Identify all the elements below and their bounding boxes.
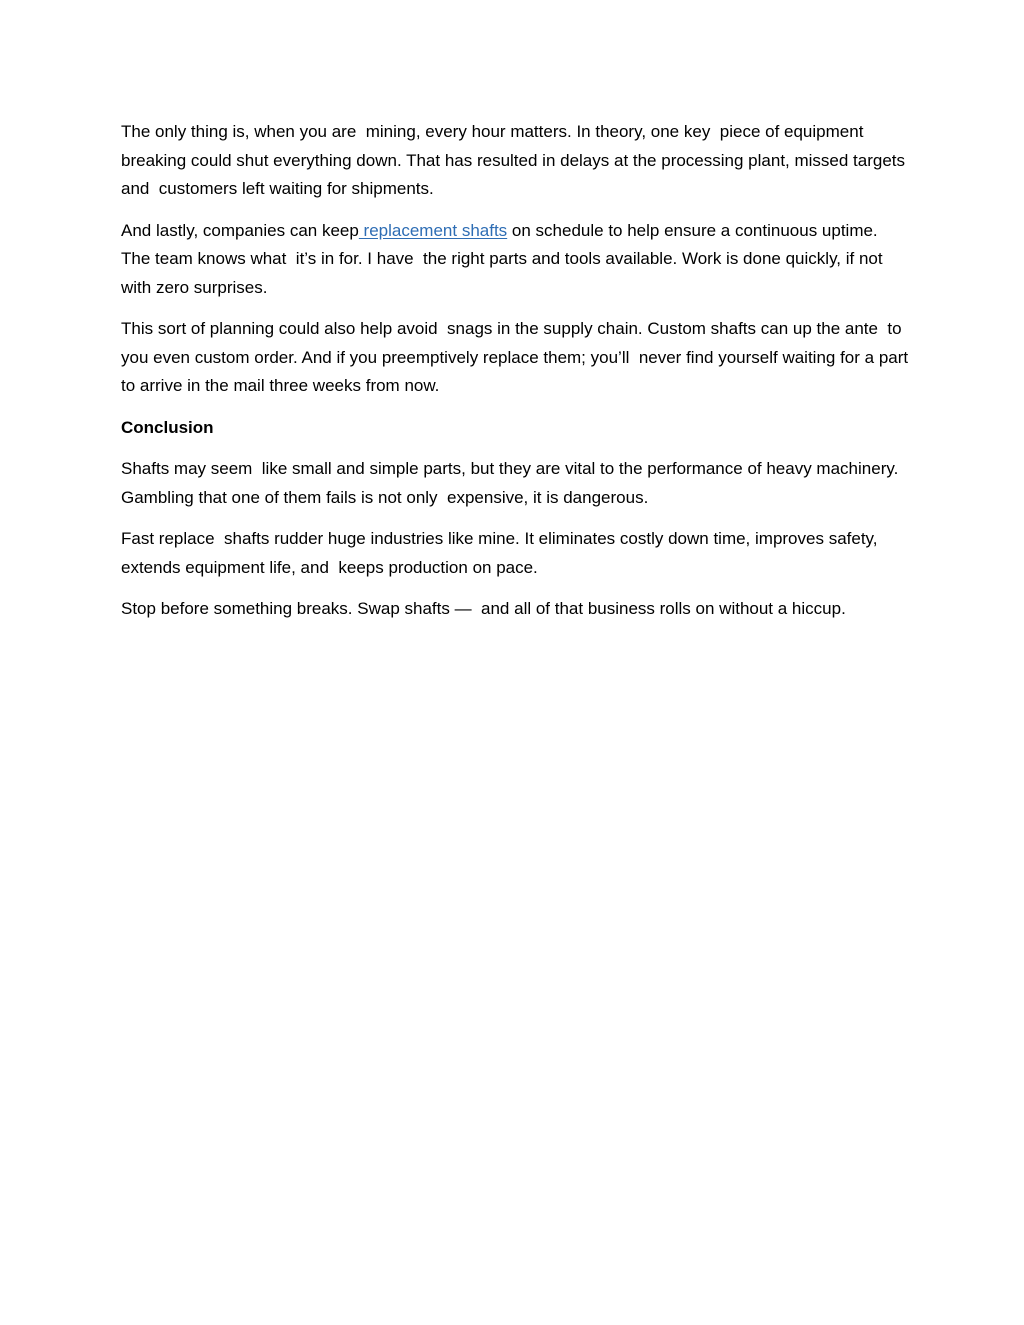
document-page: [121, 118, 911, 637]
paragraph-shafts-vital: Shafts may seem like small and simple parts, but they are vital to the performance of heavy machinery. Gambling that one of them fails is not only expensive, it is dangerous.: [121, 459, 904, 507]
replacement-shafts-link[interactable]: replacement shafts: [358, 220, 508, 240]
paragraph-text-before-link: And lastly, companies can keep: [121, 220, 359, 240]
paragraph-supply-chain: This sort of planning could also help avoid snags in the supply chain. Custom shafts can up the ante to you even custom order. And if you preemptively replace them; you’ll never find yourself waiting for a part to arrive in the mail three weeks from now.: [121, 319, 913, 395]
paragraph-replacement-shafts: [121, 217, 911, 303]
heading-conclusion: Conclusion: [121, 417, 214, 437]
paragraph-stop-before: Stop before something breaks. Swap shafts — and all of that business rolls on without a hiccup.: [121, 599, 846, 618]
paragraph-fast-replace: Fast replace shafts rudder huge industries like mine. It eliminates costly down time, improves safety, extends equipment life, and keeps production on pace.: [121, 529, 883, 577]
paragraph-downtime: The only thing is, when you are mining, every hour matters. In theory, one key piece of equipment breaking could shut everything down. That has resulted in delays at the processing plant, missed targets and customers left waiting for shipments.: [121, 122, 910, 198]
paragraph-text-after-link: on schedule to help ensure a continuous uptime. The team knows what it’s in for. I have the right parts and tools available. Work is done quickly, if not with zero surprises.: [121, 220, 893, 297]
